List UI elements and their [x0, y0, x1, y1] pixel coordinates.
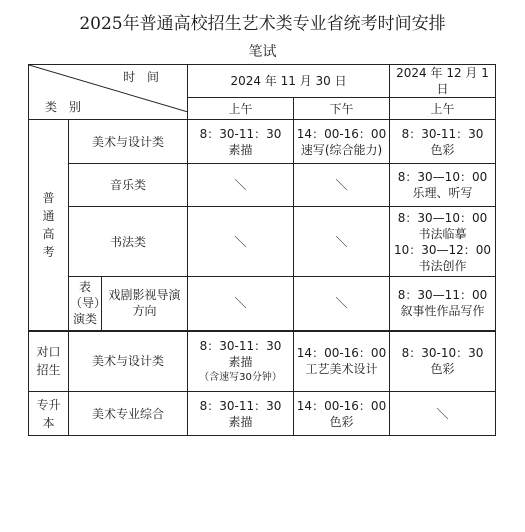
exam-cell — [188, 120, 294, 164]
pm-header: 下午 — [294, 98, 390, 120]
table-row — [29, 207, 496, 277]
category-cell: 音乐类 — [69, 164, 188, 207]
empty-slash: ＼ — [294, 207, 390, 277]
exam-subject: 素描 — [228, 355, 253, 370]
exam-cell — [390, 277, 496, 331]
exam-cell — [294, 120, 390, 164]
header-row-dates — [29, 65, 496, 98]
exam-subject: 叙事性作品写作 — [400, 304, 485, 319]
table-row — [29, 277, 496, 331]
exam-cell — [390, 331, 496, 392]
exam-time: 10：30—12：00 — [393, 242, 492, 257]
date2-header: 2024 年 12 月 1 日 — [390, 65, 496, 98]
exam-subject: 色彩 — [430, 142, 455, 157]
group-putong — [29, 120, 69, 331]
am2-header: 上午 — [390, 98, 496, 120]
exam-time: 8：30-10：30 — [401, 346, 484, 361]
category-cell-left: 表（导）演类 — [69, 277, 102, 331]
exam-cell — [294, 392, 390, 436]
exam-subject: 色彩 — [329, 414, 354, 429]
category-cell: 书法类 — [69, 207, 188, 277]
group-putong-label: 普通高考 — [42, 190, 55, 259]
exam-time: 8：30-11：30 — [401, 126, 484, 141]
diagonal-header-cell — [29, 65, 188, 120]
date1-header: 2024 年 11 月 30 日 — [188, 65, 390, 98]
empty-slash: ＼ — [188, 164, 294, 207]
table-row — [29, 164, 496, 207]
empty-slash: ＼ — [294, 164, 390, 207]
exam-time: 8：30-11：30 — [199, 126, 282, 141]
category-cell: 美术与设计类 — [69, 331, 188, 392]
exam-time: 14：00-16：00 — [296, 126, 387, 141]
exam-subject: 色彩 — [430, 362, 455, 377]
exam-cell — [390, 164, 496, 207]
schedule-table — [28, 64, 496, 436]
table-row — [29, 120, 496, 164]
page-title: 2025年普通高校招生艺术类专业省统考时间安排 — [79, 14, 446, 34]
exam-cell — [390, 207, 496, 277]
exam-time: 14：00-16：00 — [296, 346, 387, 361]
page-subtitle: 笔试 — [248, 44, 277, 60]
empty-slash: ＼ — [188, 277, 294, 331]
exam-subject: 速写(综合能力) — [300, 142, 383, 157]
exam-subject: 素描 — [228, 142, 253, 157]
am-header: 上午 — [188, 98, 294, 120]
exam-time: 8：30—10：00 — [397, 170, 488, 184]
table-row — [29, 331, 496, 392]
category-cell: 美术与设计类 — [69, 120, 188, 164]
group-duikou — [29, 331, 69, 392]
group-duikou-label: 对口招生 — [36, 345, 61, 378]
empty-slash: ＼ — [294, 277, 390, 331]
exam-subject: 乐理、听写 — [412, 186, 473, 200]
group-zhuanshengben — [29, 392, 69, 436]
exam-cell — [294, 331, 390, 392]
exam-cell — [188, 392, 294, 436]
time-header-label: 时 间 — [123, 70, 164, 84]
exam-subject: 书法创作 — [418, 258, 467, 273]
exam-time: 8：30—11：00 — [397, 288, 488, 303]
empty-slash: ＼ — [390, 392, 496, 436]
category-cell: 美术专业综合 — [69, 392, 188, 436]
exam-time: 8：30-11：30 — [199, 339, 282, 354]
exam-subject: 工艺美术设计 — [305, 362, 378, 377]
exam-subject: 书法临摹 — [418, 226, 467, 241]
exam-time: 8：30-11：30 — [199, 398, 282, 413]
exam-subject: 素描 — [228, 414, 253, 429]
category-header-label: 类 别 — [45, 100, 85, 114]
exam-note: （含速写30分钟） — [199, 372, 282, 384]
table-row — [29, 392, 496, 436]
exam-cell — [390, 120, 496, 164]
exam-time: 14：00-16：00 — [296, 398, 387, 413]
exam-cell — [188, 331, 294, 392]
empty-slash: ＼ — [188, 207, 294, 277]
category-cell-right: 戏剧影视导演方向 — [102, 277, 188, 331]
exam-time: 8：30—10：00 — [397, 210, 488, 225]
group-zsb-label: 专升本 — [36, 397, 61, 430]
